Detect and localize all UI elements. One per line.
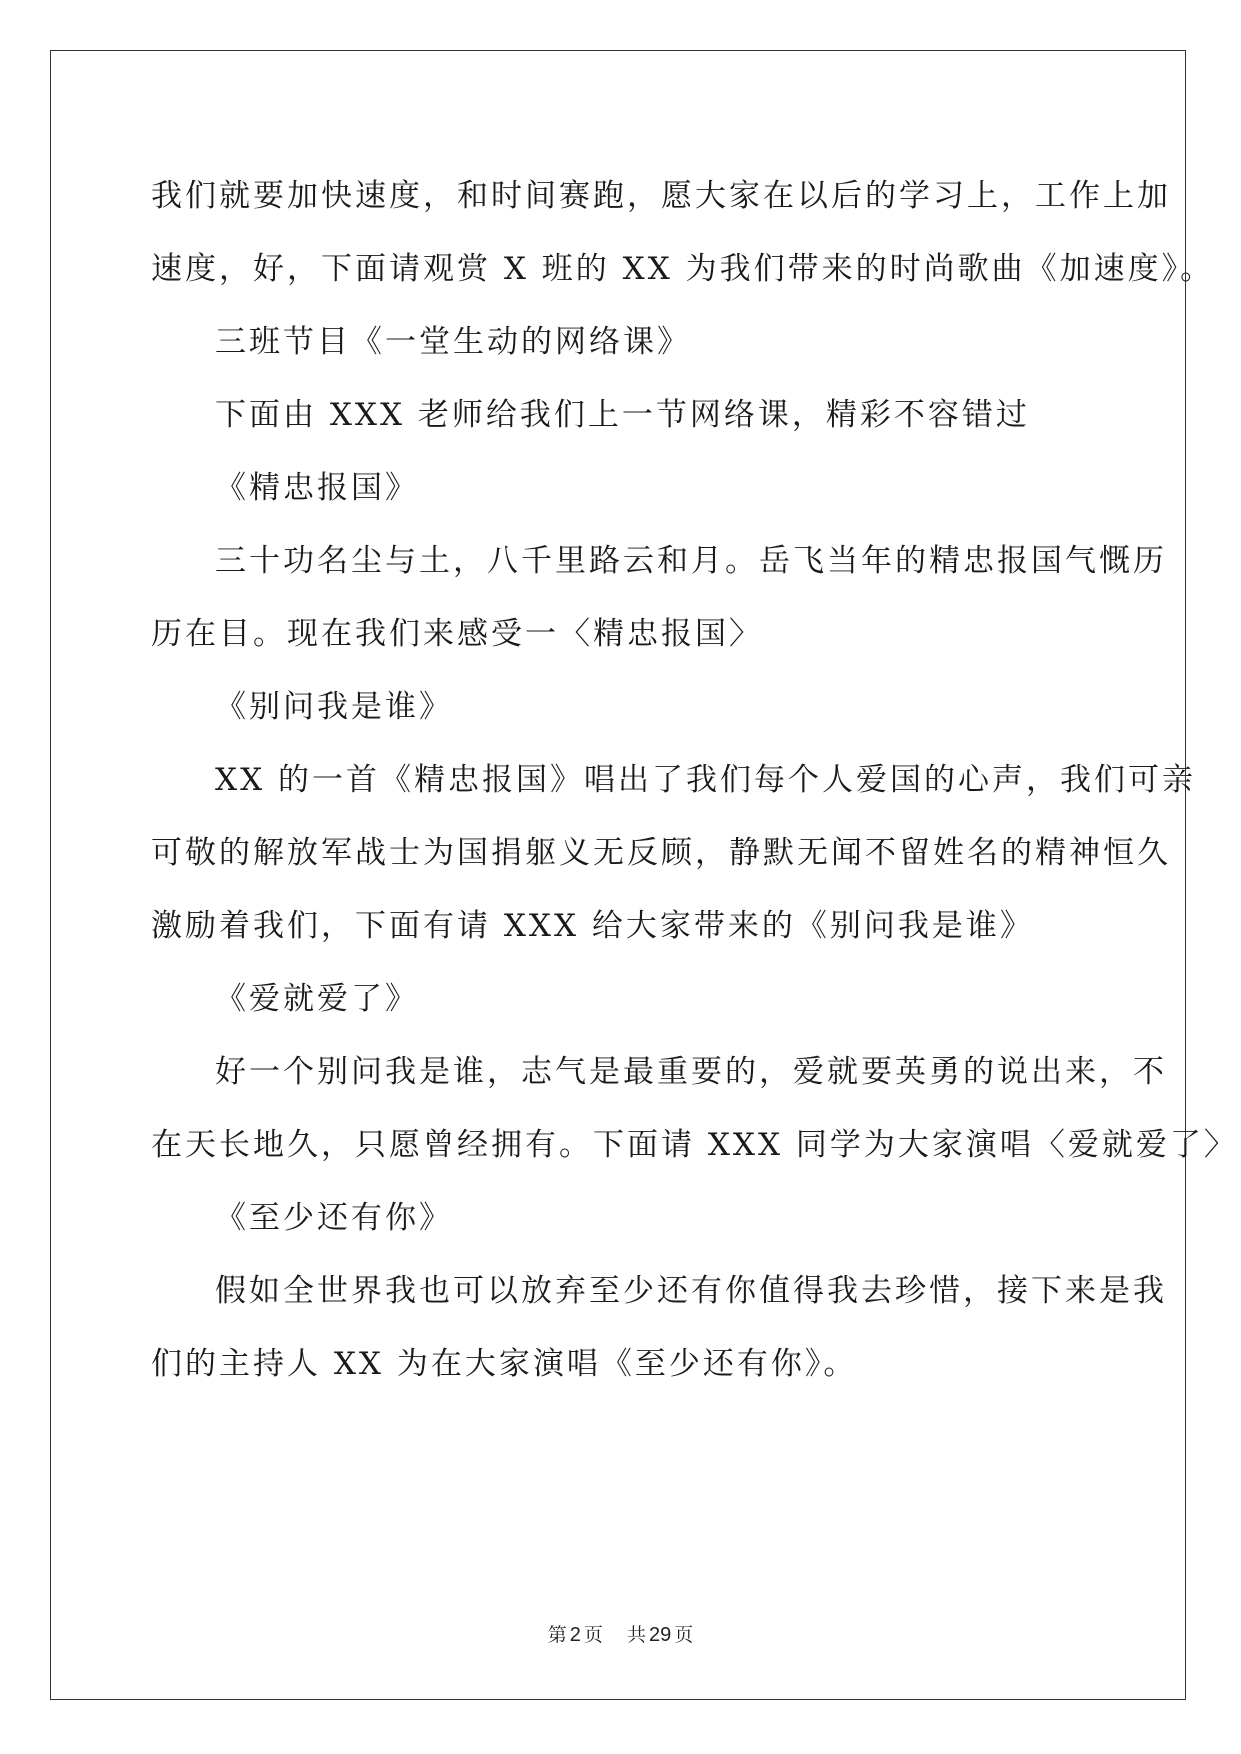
text-line: 我们就要加快速度，和时间赛跑，愿大家在以后的学习上，工作上加 [151,178,1171,214]
text-line: 历在目。现在我们来感受一〈精忠报国〉 [151,616,763,652]
text-line: 下面由 XXX 老师给我们上一节网络课，精彩不容错过 [215,397,1030,433]
text-line: 可敬的解放军战士为国捐躯义无反顾，静默无闻不留姓名的精神恒久 [151,835,1171,871]
section-heading: 《精忠报国》 [215,470,419,506]
page-suffix: 页 [583,1624,603,1646]
text-line: 激励着我们，下面有请 XXX 给大家带来的《别问我是谁》 [151,908,1034,944]
total-suffix: 页 [674,1624,694,1646]
text-line: 在天长地久，只愿曾经拥有。下面请 XXX 同学为大家演唱〈爱就爱了〉 [151,1127,1238,1163]
page-prefix: 第 [547,1624,567,1646]
text-line: 假如全世界我也可以放弃至少还有你值得我去珍惜，接下来是我 [215,1273,1167,1309]
section-heading: 《至少还有你》 [215,1200,453,1236]
page-footer [0,1620,1241,1647]
text-line: 好一个别问我是谁，志气是最重要的，爱就要英勇的说出来，不 [215,1054,1167,1090]
section-heading: 三班节目《一堂生动的网络课》 [215,324,691,360]
total-prefix: 共 [626,1624,646,1646]
text-line: 三十功名尘与土，八千里路云和月。岳飞当年的精忠报国气慨历 [215,543,1167,579]
text-line: 速度，好，下面请观赏 X 班的 XX 为我们带来的时尚歌曲《加速度》。 [151,251,1215,287]
text-line: 们的主持人 XX 为在大家演唱《至少还有你》。 [151,1346,858,1382]
document-body [151,160,1238,1401]
section-heading: 《别问我是谁》 [215,689,453,725]
page-number: 2 [569,1624,581,1646]
text-line: XX 的一首《精忠报国》唱出了我们每个人爱国的心声，我们可亲 [215,762,1196,798]
section-heading: 《爱就爱了》 [215,981,419,1017]
total-pages: 29 [648,1624,672,1646]
